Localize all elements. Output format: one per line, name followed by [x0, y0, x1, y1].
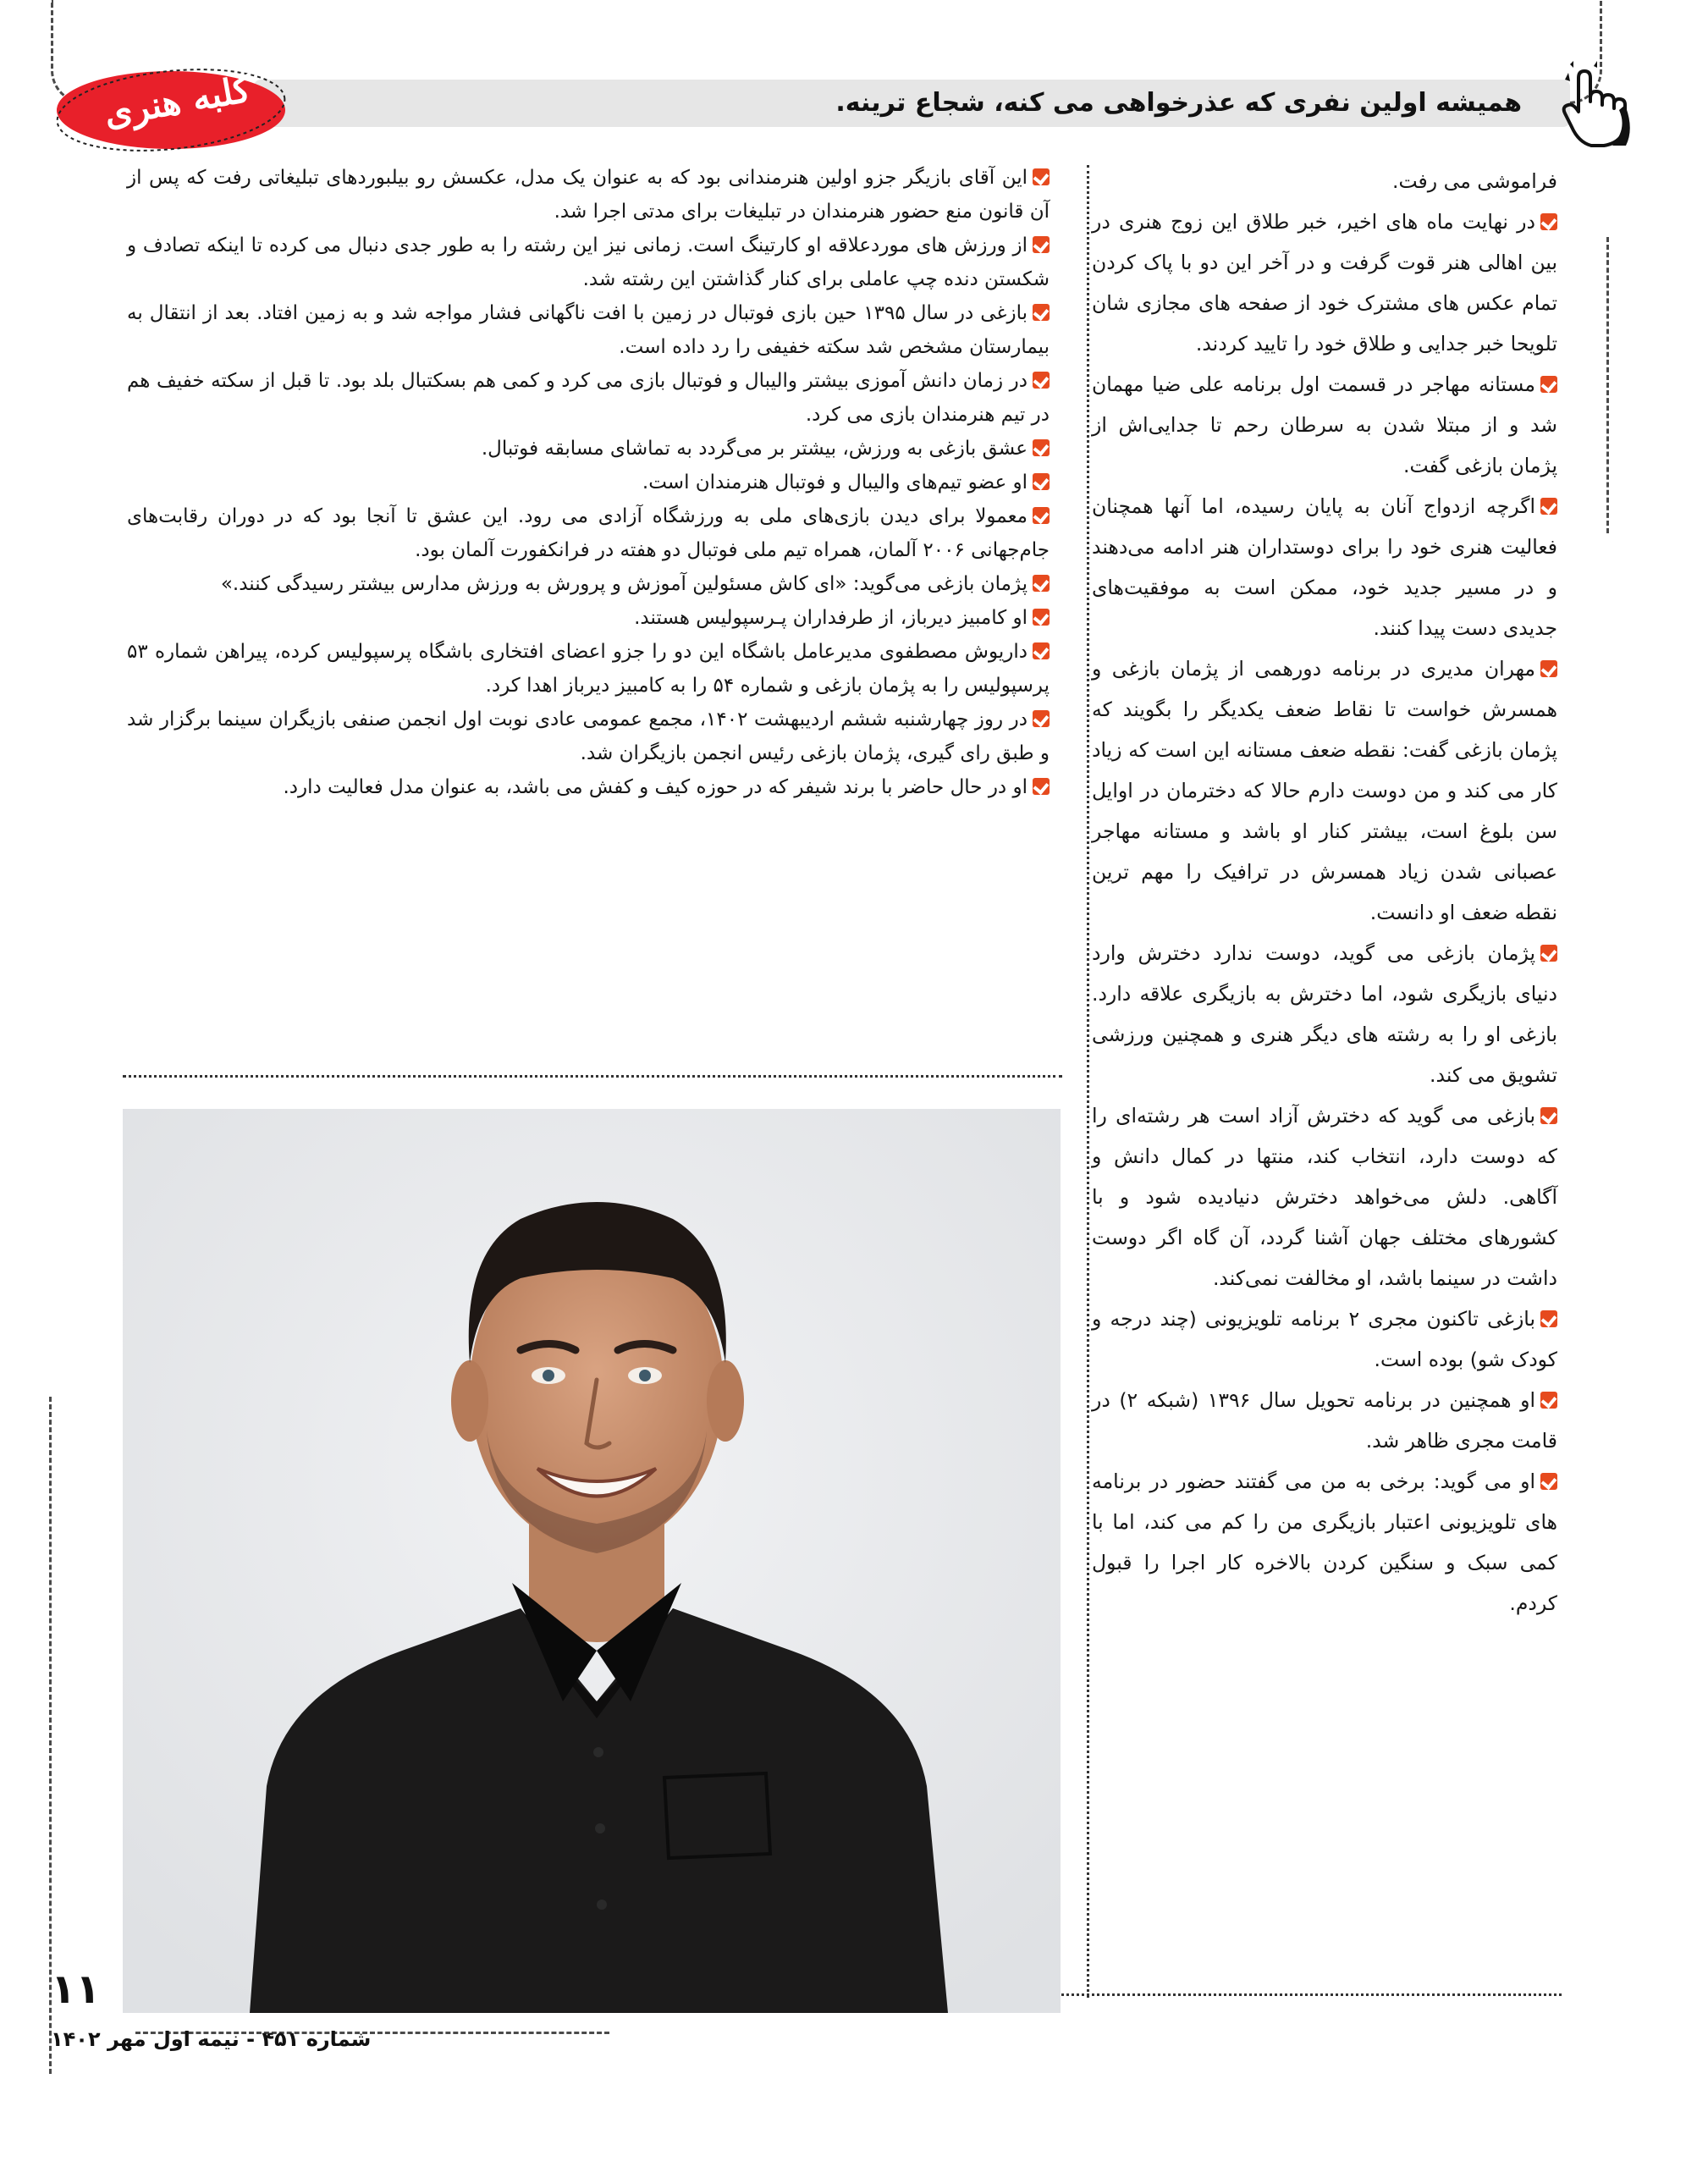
bullet-check-icon	[1033, 642, 1050, 659]
portrait-illustration	[123, 1109, 1061, 2013]
magazine-logo	[52, 59, 289, 161]
bullet-check-icon	[1540, 1392, 1557, 1409]
bullet-check-icon	[1033, 575, 1050, 592]
bullet-check-icon	[1033, 372, 1050, 389]
bullet-check-icon	[1033, 507, 1050, 524]
bullet-check-icon	[1540, 1473, 1557, 1490]
bullet-check-icon	[1033, 168, 1050, 185]
bullet-check-icon	[1033, 439, 1050, 456]
bullet-paragraph: بازغی در سال ۱۳۹۵ حین بازی فوتبال در زمین با افت ناگهانی فشار مواجه شد و به زمین افتاد. بعد از انتقال به بیمارستان مشخص شد سکته خفیفی را رد داده است.	[127, 302, 1050, 358]
bullet-paragraph: عشق بازغی به ورزش، بیشتر بر می‌گردد به تماشای مسابقه فوتبال.	[127, 432, 1050, 466]
bullet-paragraph: در روز چهارشنبه ششم اردیبهشت ۱۴۰۲، مجمع عمومی عادی نوبت اول انجمن صنفی بازیگران سینما برگزار شد و طبق رای گیری، پژمان بازغی رئیس انجمن بازیگران شد.	[127, 709, 1050, 764]
bullet-paragraph: این آقای بازیگر جزو اولین هنرمندانی بود که به عنوان یک مدل، عکسش رو بیلبوردهای تبلیغاتی رفت که پس از آن قانون منع حضور هنرمندان در تبلیغات برای مدتی اجرا شد.	[127, 167, 1050, 223]
bullet-check-icon	[1033, 473, 1050, 490]
bullet-paragraph: از ورزش های موردعلاقه او کارتینگ است. زمانی نیز این رشته را به طور جدی دنبال می کرده تا اینکه تصادف و شکستن دنده چپ عاملی برای کنار گذاشتن این رشته شد.	[127, 234, 1050, 290]
portrait-photo	[123, 1109, 1061, 2013]
header-title: همیشه اولین نفری که عذرخواهی می کنه، شجاع ترینه.	[835, 88, 1522, 118]
bullet-paragraph: مستانه مهاجر در قسمت اول برنامه علی ضیا مهمان شد و از مبتلا شدن به سرطان رحم تا جدایی‌اش از پژمان بازغی گفت.	[1092, 372, 1557, 477]
bullet-check-icon	[1033, 236, 1050, 253]
bullet-check-icon	[1540, 1107, 1557, 1124]
bullet-paragraph: داریوش مصطفوی مدیرعامل باشگاه این دو را جزو اعضای افتخاری باشگاه پرسپولیس کرده، پیراهن شماره ۵۳ پرسپولیس را به پژمان بازغی و شماره ۵۴ را به کامبیز دیرباز اهدا کرد.	[127, 641, 1050, 697]
bullet-paragraph: اگرچه ازدواج آنان به پایان رسیده، اما آنها همچنان فعالیت هنری خود را برای دوستداران هنر ادامه می‌دهند و در مسیر جدید خود، ممکن است به موفقیت‌های جدیدی دست پیدا کنند.	[1092, 494, 1557, 640]
bullet-check-icon	[1033, 778, 1050, 795]
issue-info: شماره ۴۵۱ - نیمه اول مهر ۱۴۰۲	[51, 2027, 372, 2051]
paragraph: فراموشی می رفت.	[1392, 169, 1557, 193]
bullet-check-icon	[1540, 945, 1557, 962]
pointing-hand-icon	[1553, 61, 1646, 154]
left-column	[127, 161, 1050, 804]
right-column	[1092, 161, 1557, 1624]
bullet-paragraph: او همچنین در برنامه تحویل سال ۱۳۹۶ (شبکه ۲) در قامت مجری ظاهر شد.	[1092, 1388, 1557, 1453]
bullet-check-icon	[1540, 376, 1557, 393]
bullet-check-icon	[1033, 609, 1050, 626]
bullet-check-icon	[1540, 213, 1557, 230]
bullet-check-icon	[1540, 1310, 1557, 1327]
bullet-check-icon	[1033, 710, 1050, 727]
bullet-paragraph: او عضو تیم‌های والیبال و فوتبال هنرمندان است.	[127, 466, 1050, 499]
logo-text: کلبه هنری	[101, 68, 254, 135]
bullet-paragraph: در نهایت ماه های اخیر، خبر طلاق این زوج هنری در بین اهالی هنر قوت گرفت و در آخر این دو با پاک کردن تمام عکس های مشترک خود از صفحه های مجازی شان تلویحا خبر جدایی و طلاق خود را تایید کردند.	[1092, 210, 1557, 356]
bullet-paragraph: معمولا برای دیدن بازی‌های ملی به ورزشگاه آزادی می رود. این عشق تا آنجا بود که در دوران رقابت‌های جام‌جهانی ۲۰۰۶ آلمان، همراه تیم ملی فوتبال دو هفته در فرانکفورت آلمان بود.	[127, 505, 1050, 561]
bullet-paragraph: در زمان دانش آموزی بیشتر والیبال و فوتبال بازی می کرد و کمی هم بسکتبال بلد بود. تا قبل از سکته خفیف هم در تیم هنرمندان بازی می کرد.	[127, 370, 1050, 426]
bullet-check-icon	[1540, 660, 1557, 677]
bullet-paragraph: پژمان بازغی می گوید، دوست ندارد دخترش وارد دنیای بازیگری شود، اما دخترش به بازیگری علاقه دارد. بازغی او را به رشته های دیگر هنری و همچنین ورزشی تشویق می کند.	[1092, 941, 1557, 1087]
text-photo-separator	[123, 1075, 1062, 1078]
decorative-dashed-line-right	[1606, 237, 1609, 533]
bullet-paragraph: او در حال حاضر با برند شیفر که در حوزه کیف و کفش می باشد، به عنوان مدل فعالیت دارد.	[127, 770, 1050, 804]
bullet-paragraph: مهران مدیری در برنامه دورهمی از پژمان بازغی و همسرش خواست تا نقاط ضعف یکدیگر را بگویند که پژمان بازغی گفت: نقطه ضعف مستانه این است که زیاد کار می کند و من دوست دارم حالا که دخترمان در اوایل سن بلوغ است، بیشتر کنار او باشد و مستانه مهاجر عصبانی شدن زیاد همسرش در ترافیک را مهم ترین نقطه ضعف او دانست.	[1092, 657, 1557, 924]
page-number: ۱۱	[51, 1966, 101, 2013]
bullet-paragraph: پژمان بازغی می‌گوید: «ای کاش مسئولین آموزش و پرورش به ورزش مدارس بیشتر رسیدگی کنند.»	[127, 567, 1050, 601]
column-separator	[1087, 165, 1089, 1998]
bullet-paragraph: بازغی می گوید که دخترش آزاد است هر رشته‌ای را که دوست دارد، انتخاب کند، منتها در کمال دانش و آگاهی. دلش می‌خواهد دخترش دنیادیده شود و با کشورهای مختلف جهان آشنا گردد، آن گاه اگر دوست داشت در سینما باشد، او مخالفت نمی‌کند.	[1092, 1104, 1557, 1290]
bullet-paragraph: او کامبیز دیرباز، از طرفداران پـرسپولیس هستند.	[127, 601, 1050, 635]
bullet-paragraph: او می گوید: برخی به من می گفتند حضور در برنامه های تلویزیونی اعتبار بازیگری من را کم می کند، اما با کمی سبک و سنگین کردن بالاخره کار اجرا را قبول کردم.	[1092, 1469, 1557, 1615]
bullet-check-icon	[1033, 304, 1050, 321]
bullet-paragraph: بازغی تاکنون مجری ۲ برنامه تلویزیونی (چند درجه و کودک شو) بوده است.	[1092, 1307, 1557, 1371]
bullet-check-icon	[1540, 498, 1557, 515]
